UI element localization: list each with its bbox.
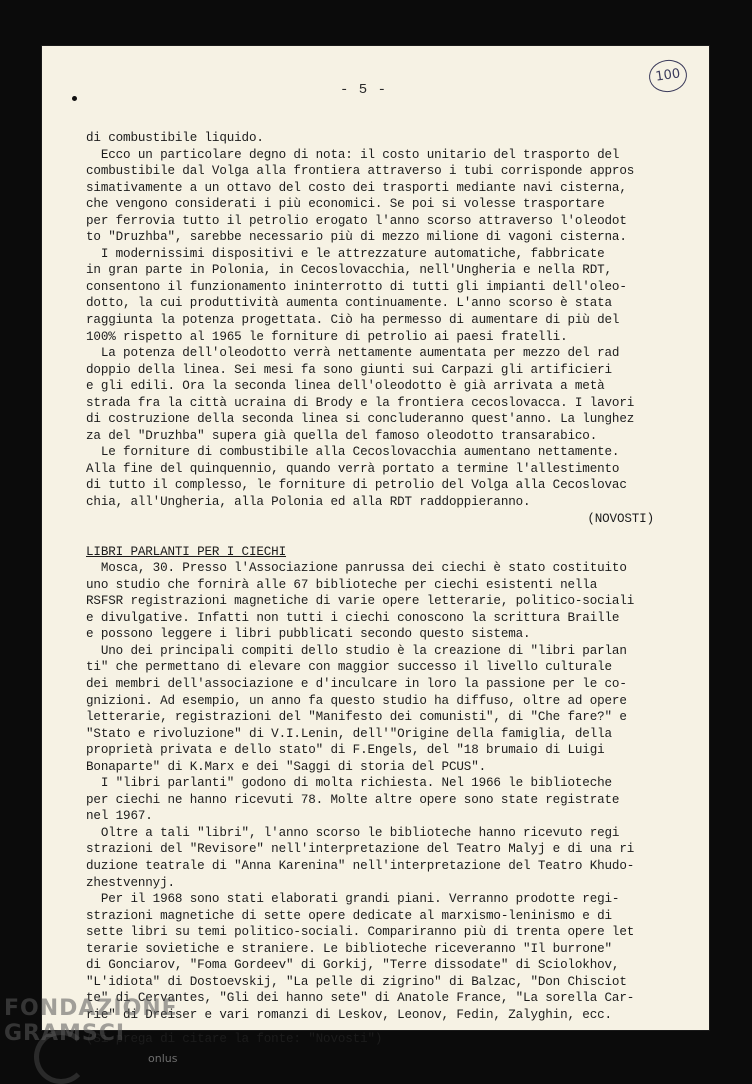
text-line: uno studio che fornirà alle 67 biblioteche per ciechi esistenti nella [86, 577, 598, 592]
text-line: di costruzione della seconda linea si concluderanno quest'anno. La lunghez [86, 412, 635, 427]
article-source: (NOVOSTI) [587, 511, 654, 526]
text-line: dotto, la cui produttività aumenta continuamente. L'anno scorso è stata [86, 296, 612, 311]
text-line: proprietà privata e dello stato" di F.Engels, del "18 brumaio di Luigi [86, 743, 605, 758]
text-line: di Gonciarov, "Foma Gordeev" di Gorkij, "Terre dissodate" di Sciolokhov, [86, 958, 620, 973]
text-line: che vengono considerati i più economici. Se poi si volesse trasportare [86, 197, 605, 212]
text-line: strada fra la città ucraina di Brody e la frontiera cecoslovacca. I lavori [86, 395, 635, 410]
text-line: raggiunta la potenza progettata. Ciò ha permesso di aumentare di più del [86, 313, 620, 328]
text-line: Mosca, 30. Presso l'Associazione panrussa dei ciechi è stato costituito [86, 561, 627, 576]
text-line: per ferrovia tutto il petrolio erogato l'anno scorso attraverso l'oleodot [86, 213, 627, 228]
text-line: di combustibile liquido. [86, 131, 264, 145]
article-libri-parlanti [86, 560, 666, 1023]
page-number: - 5 - [340, 82, 388, 98]
text-line: Uno dei principali compiti dello studio è la creazione di "libri parlan [86, 643, 627, 658]
text-line: to "Druzhba", sarebbe necessario più di mezzo milione di vagoni cisterna. [86, 230, 627, 245]
text-line: gnizioni. Ad esempio, un anno fa questo studio ha diffuso, oltre ad opere [86, 693, 627, 708]
text-line: combustibile dal Volga alla frontiera attraverso i tubi corrisponde appros [86, 164, 635, 179]
text-line: "L'idiota" di Dostoevskij, "La pelle di zigrino" di Balzac, "Don Chisciot [86, 974, 627, 989]
margin-dot [72, 96, 77, 101]
text-line: Ecco un particolare degno di nota: il costo unitario del trasporto del [86, 147, 620, 162]
text-line: e possono leggere i libri pubblicati secondo questo sistema. [86, 627, 531, 642]
text-line: za del "Druzhba" supera già quella del famoso oleodotto transarabico. [86, 428, 598, 443]
text-line: letterarie, registrazioni del "Manifesto dei comunisti", di "Che fare?" e [86, 710, 627, 725]
text-line: e gli edili. Ora la seconda linea dell'oleodotto è già arrivata a metà [86, 379, 605, 394]
text-line: consentono il funzionamento ininterrotto di tutti gli impianti dell'oleo- [86, 279, 627, 294]
text-line: chia, all'Ungheria, alla Polonia ed alla RDT raddoppieranno. [86, 495, 531, 510]
document-page [42, 46, 709, 1047]
text-line: nel 1967. [86, 809, 153, 824]
text-line: per ciechi ne hanno ricevuti 78. Molte altre opere sono state registrate [86, 792, 620, 807]
text-line: 100% rispetto al 1965 le forniture di petrolio ai paesi fratelli. [86, 329, 568, 344]
watermark-sub: onlus [148, 1052, 178, 1065]
text-line: dei membri dell'associazione e d'inculcare in loro la passione per le co- [86, 677, 627, 691]
text-line: Oltre a tali "libri", l'anno scorso le biblioteche hanno ricevuto regi [86, 825, 620, 840]
text-line: duzione teatrale di "Anna Karenina" nell'interpretazione del Teatro Khudo- [86, 859, 635, 874]
text-line: doppio della linea. Sei mesi fa sono giunti sui Carpazi gli artificieri [86, 362, 612, 377]
text-line: terarie sovietiche e straniere. Le biblioteche riceveranno "Il burrone" [86, 941, 612, 956]
text-line: ti" che permettano di elevare con maggior successo il livello culturale [86, 660, 612, 675]
text-line: zhestvennyj. [86, 875, 175, 890]
watermark-text: FONDAZIONE GRAMSCI [4, 996, 178, 1046]
article-heading: LIBRI PARLANTI PER I CIECHI [86, 544, 287, 559]
text-line: Le forniture di combustibile alla Cecoslovacchia aumentano nettamente. [86, 445, 620, 460]
text-line: simativamente a un ottavo del costo dei trasporti mediante navi cisterna, [86, 180, 627, 195]
page-stamp: 100 [647, 58, 689, 95]
text-line: Bonaparte" di K.Marx e dei "Saggi di storia del PCUS". [86, 759, 487, 774]
text-line: I modernissimi dispositivi e le attrezzature automatiche, fabbricate [86, 246, 605, 261]
text-line: e divulgative. Infatti non tutti i ciechi conoscono la scrittura Braille [86, 610, 620, 625]
text-line: "Stato e rivoluzione" di V.I.Lenin, dell'"Origine della famiglia, della [86, 726, 612, 741]
footer-note: (Si prega di citare la fonte: "Novosti") [86, 1032, 383, 1047]
article-druzhba [86, 130, 666, 511]
text-line: in gran parte in Polonia, in Cecoslovacchia, nell'Ungheria e nella RDT, [86, 263, 612, 278]
text-line: rie" di Dreiser e vari romanzi di Leskov, Leonov, Fedin, Zalyghin, ecc. [86, 1007, 612, 1022]
text-line: strazioni del "Revisore" nell'interpretazione del Teatro Malyj e di una ri [86, 842, 635, 857]
text-line: sette libri su temi politico-sociali. Compariranno più di trenta opere let [86, 925, 635, 940]
text-line: di tutto il complesso, le forniture di petrolio del Volga alla Cecoslovac [86, 478, 627, 493]
text-line: La potenza dell'oleodotto verrà nettamente aumentata per mezzo del rad [86, 346, 620, 361]
text-line: RSFSR registrazioni magnetiche di varie opere letterarie, politico-sociali [86, 594, 635, 609]
text-line: Per il 1968 sono stati elaborati grandi piani. Verranno prodotte regi- [86, 892, 620, 907]
text-line: te" di Cervantes, "Gli dei hanno sete" di Anatole France, "La sorella Car- [86, 991, 635, 1006]
text-line: I "libri parlanti" godono di molta richiesta. Nel 1966 le biblioteche [86, 776, 612, 791]
text-line: Alla fine del quinquennio, quando verrà portato a termine l'allestimento [86, 461, 620, 476]
body-text [86, 130, 666, 1048]
text-line: strazioni magnetiche di sette opere dedicate al marxismo-leninismo e di [86, 908, 612, 923]
